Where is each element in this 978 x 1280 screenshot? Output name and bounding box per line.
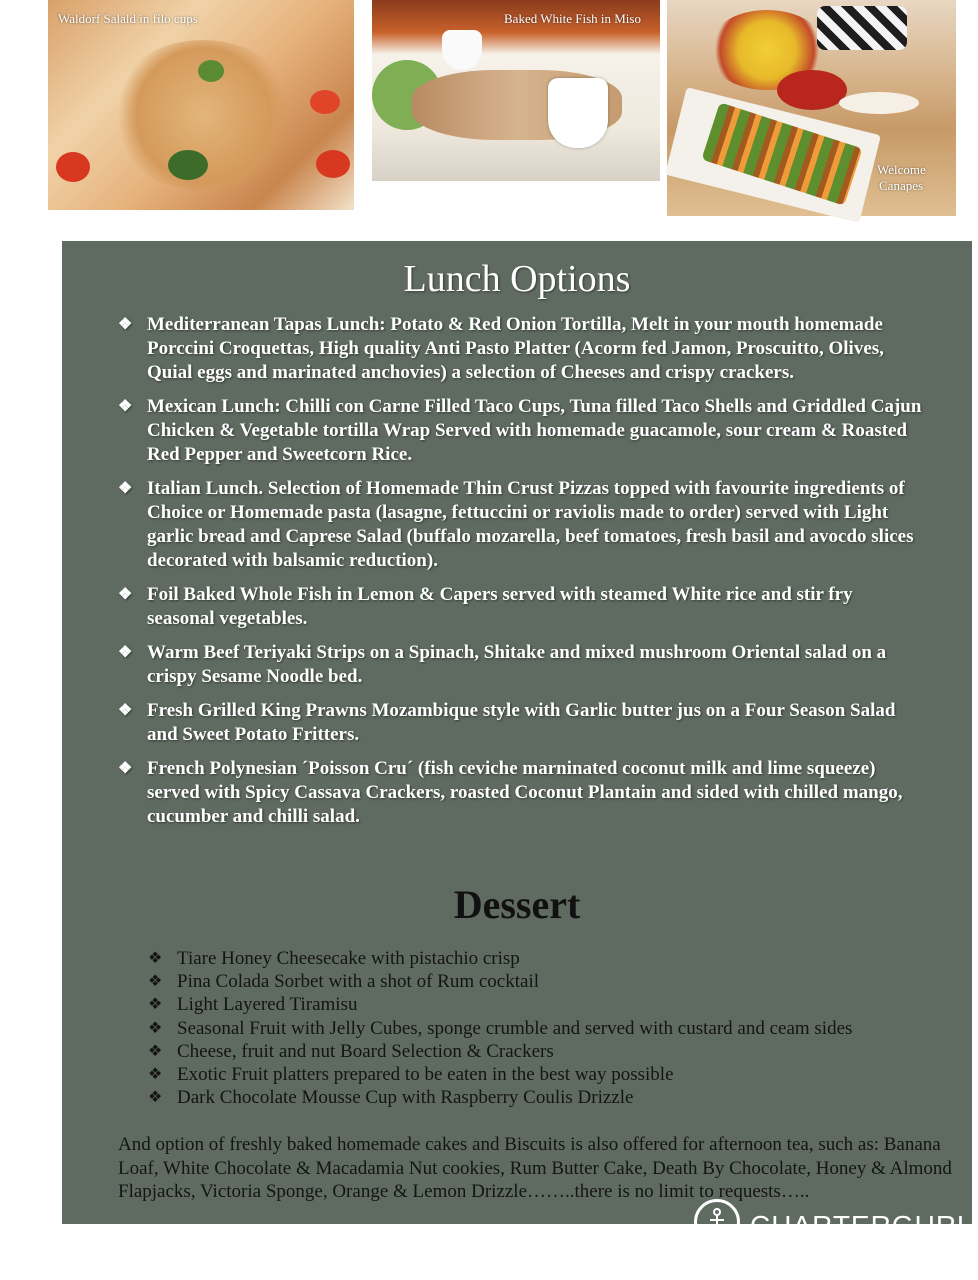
dessert-item — [148, 1063, 852, 1086]
dessert-item — [148, 993, 852, 1016]
welcome-canapes-photo — [667, 0, 956, 216]
diamond-bullet-icon: ❖ — [118, 644, 133, 661]
lunch-item-text: Fresh Grilled King Prawns Mozambique style with Garlic butter jus on a Four Season Salad and Sweet Potato Fritters. — [147, 700, 896, 745]
lunch-item — [118, 477, 924, 573]
lunch-item — [118, 583, 924, 631]
charter-guru-logo — [692, 1196, 978, 1241]
diamond-bullet-icon: ❖ — [118, 586, 133, 603]
dessert-title: Dessert — [453, 882, 581, 927]
dessert-item-text: Light Layered Tiramisu — [177, 994, 358, 1016]
lunch-item — [118, 641, 924, 689]
waldorf-salad-photo — [48, 0, 354, 210]
diamond-bullet-icon: ❖ — [148, 1042, 163, 1060]
diamond-bullet-icon: ❖ — [118, 316, 133, 333]
logo-text: CHARTERGURU — [750, 1210, 978, 1241]
dessert-item — [148, 1017, 852, 1040]
dessert-item — [148, 947, 852, 970]
diamond-bullet-icon: ❖ — [148, 1066, 163, 1084]
diamond-bullet-icon: ❖ — [118, 760, 133, 777]
lunch-item-text: Mexican Lunch: Chilli con Carne Filled Taco Cups, Tuna filled Taco Shells and Griddled Cajun Chicken & Vegetable tortilla Wrap Served with homemade guacamole, sour cream & Roasted Red Pepper and Sweetcorn Rice. — [147, 396, 922, 465]
lunch-title: Lunch Options — [403, 258, 631, 300]
lunch-item — [118, 395, 924, 467]
photo-caption: Canapes — [879, 178, 924, 193]
diamond-bullet-icon: ❖ — [118, 398, 133, 415]
diamond-bullet-icon: ❖ — [148, 1089, 163, 1107]
diamond-bullet-icon: ❖ — [148, 1019, 163, 1037]
dessert-item-text: Seasonal Fruit with Jelly Cubes, sponge crumble and served with custard and ceam sides — [177, 1017, 853, 1039]
lunch-item — [118, 313, 924, 385]
diamond-bullet-icon: ❖ — [148, 973, 163, 991]
menu-panel — [62, 241, 972, 1224]
diamond-bullet-icon: ❖ — [118, 480, 133, 497]
lunch-item — [118, 757, 924, 829]
dessert-item — [148, 970, 852, 993]
lunch-item-text: Foil Baked Whole Fish in Lemon & Capers served with steamed White rice and stir fry seasonal vegetables. — [147, 584, 853, 629]
baked-fish-photo — [372, 0, 660, 181]
dessert-item-text: Tiare Honey Cheesecake with pistachio crisp — [177, 948, 520, 969]
photo-caption: Baked White Fish in Miso — [504, 11, 641, 26]
dessert-item-text: Exotic Fruit platters prepared to be eaten in the best way possible — [177, 1064, 674, 1086]
dessert-item-text: Dark Chocolate Mousse Cup with Raspberry Coulis Drizzle — [177, 1087, 634, 1109]
dessert-list — [148, 947, 852, 1109]
dessert-item — [148, 1040, 852, 1063]
photo-caption: Waldorf Salald in filo cups — [58, 11, 198, 26]
diamond-bullet-icon: ❖ — [148, 950, 163, 967]
afternoon-tea-text: And option of freshly baked homemade cakes and Biscuits is also offered for afternoon tea, such as: Banana Loaf, White Chocolate & Macadamia Nut cookies, Rum Butter Cake, Death By Chocolate, Honey & Almond Flapjacks, Victoria Sponge, Orange & Lemon Drizzle……..there is no limit to requests….. — [118, 1134, 952, 1202]
lunch-item-text: Italian Lunch. Selection of Homemade Thin Crust Pizzas topped with favourite ingredients of Choice or Homemade pasta (lasagne, fettuccini or raviolis made to order) served with Light garlic bread and Caprese Salad (buffalo mozarella, beef tomatoes, fresh basil and avocdo slices decorated with balsamic reduction). — [147, 478, 914, 571]
diamond-bullet-icon: ❖ — [148, 996, 163, 1014]
dessert-item — [148, 1086, 852, 1109]
lunch-item — [118, 699, 924, 747]
lunch-item-text: Warm Beef Teriyaki Strips on a Spinach, Shitake and mixed mushroom Oriental salad on a crispy Sesame Noodle bed. — [147, 642, 887, 687]
lunch-list — [118, 313, 924, 839]
photo-caption: Welcome — [877, 162, 926, 177]
lunch-item-text: Mediterranean Tapas Lunch: Potato & Red Onion Tortilla, Melt in your mouth homemade Porccini Croquettas, High quality Anti Pasto Platter (Acorm fed Jamon, Proscuitto, Olives, Quial eggs and marinated anchovies) a selection of Cheeses and crispy crackers. — [147, 314, 884, 383]
lunch-item-text: French Polynesian ´Poisson Cru´ (fish ceviche marninated coconut milk and lime squeeze) served with Spicy Cassava Crackers, roasted Coconut Plantain and sided with chilled mango, cucumber and chilli salad. — [147, 758, 903, 827]
dessert-item-text: Cheese, fruit and nut Board Selection & Crackers — [177, 1040, 554, 1062]
diamond-bullet-icon: ❖ — [118, 702, 133, 719]
anchor-icon — [694, 1199, 740, 1245]
dessert-item-text: Pina Colada Sorbet with a shot of Rum cocktail — [177, 971, 540, 993]
